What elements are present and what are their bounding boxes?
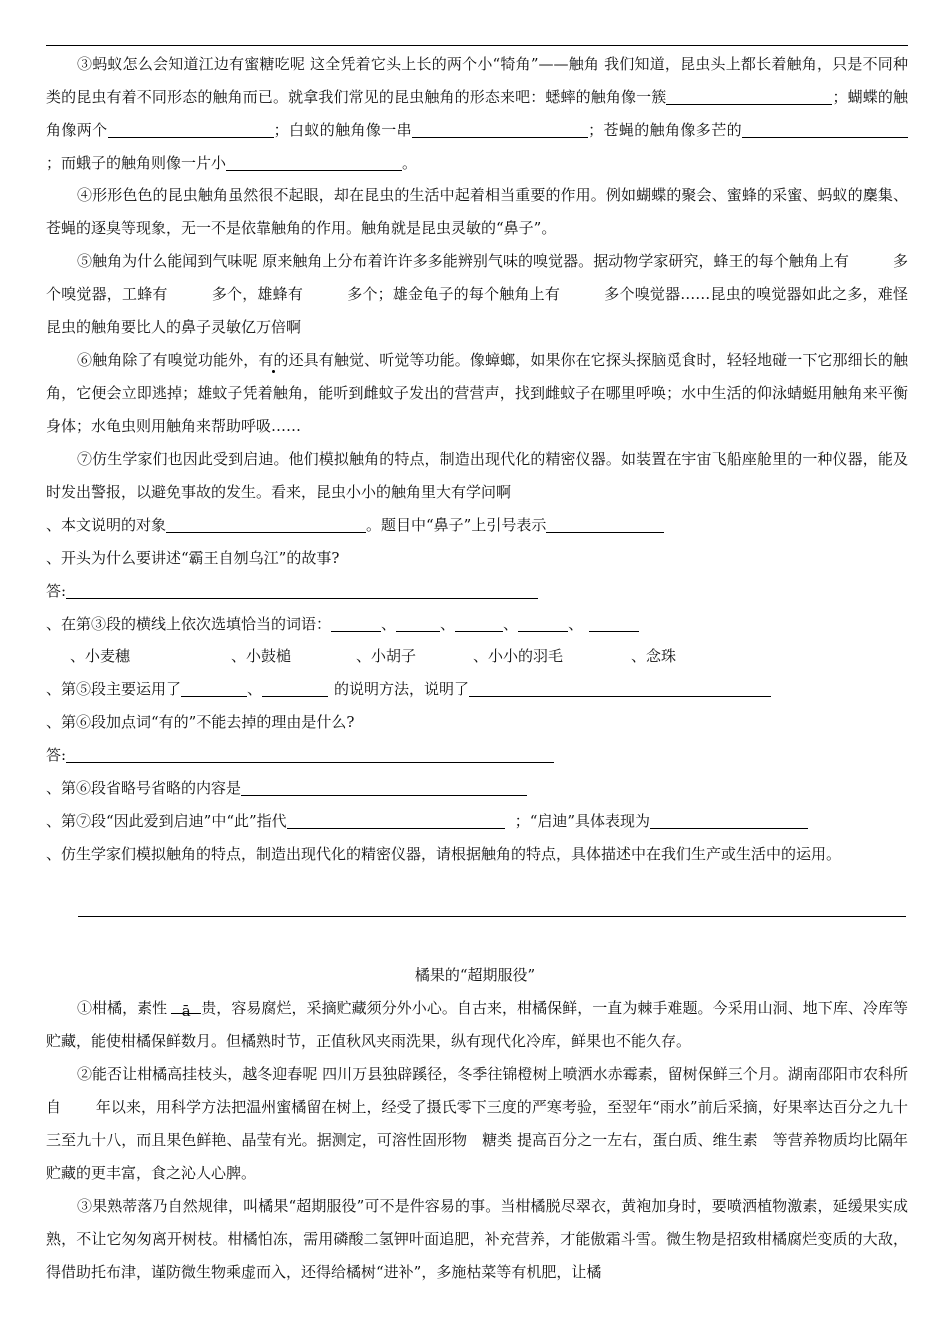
- question-6: [46, 772, 908, 805]
- answer-blank[interactable]: [546, 514, 664, 533]
- question-3: [46, 608, 908, 641]
- question-1-text-b: 。题目中“鼻子”上引号表示: [366, 516, 547, 534]
- option-c: 、小胡子: [356, 647, 417, 665]
- answer-line[interactable]: [66, 744, 554, 763]
- separator: 、: [568, 615, 584, 633]
- question-8: 、仿生学家们模拟触角的特点，制造出现代化的精密仪器，请根据触角的特点，具体描述中在我们生产或生活中的运用。: [46, 845, 842, 863]
- question-3-text: 、在第③段的横线上依次选填恰当的词语：: [46, 615, 332, 633]
- answer-line[interactable]: [66, 580, 538, 599]
- paragraph-5: [46, 245, 908, 344]
- answer-line[interactable]: [78, 916, 906, 917]
- separator: 、: [381, 615, 397, 633]
- paragraph-3-text-d: ；苍蝇的触角像多芒的: [588, 121, 742, 139]
- question-4-text-a: 、第⑤段主要运用了: [46, 680, 182, 698]
- answer-blank[interactable]: [650, 810, 808, 829]
- paragraph-7: ⑦仿生学家们也因此受到启迪。他们模拟触角的特点，制造出现代化的精密仪器。如装置在宇宙飞船座舱里的一种仪器，能及时发出警报，以避免事故的发生。看来，昆虫小小的触角里大有学问啊: [46, 450, 908, 501]
- separator: 、: [440, 615, 456, 633]
- answer-blank[interactable]: [331, 613, 381, 632]
- answer-blank[interactable]: [589, 613, 639, 632]
- answer-blank[interactable]: [518, 613, 568, 632]
- paragraph-5-text-b: 多个嗅觉器，工蜂有: [46, 252, 908, 303]
- paragraph-3-text-b: ；蝴蝶的触角像两个: [46, 88, 908, 139]
- fill-blank[interactable]: [226, 152, 402, 171]
- option-d: 、小小的羽毛: [473, 647, 564, 665]
- answer-blank[interactable]: [455, 613, 503, 632]
- question-1-text-a: 、本文说明的对象: [46, 516, 167, 534]
- fill-blank[interactable]: [412, 119, 588, 138]
- emphasis-word: 有的: [258, 351, 289, 369]
- answer-blank[interactable]: [262, 678, 328, 697]
- option-e: 、念珠: [631, 647, 677, 665]
- pinyin-blank[interactable]: ā: [171, 995, 201, 1014]
- paragraph-6-text-b: 还具有触觉、听觉等功能。像蟑螂，如果你在它探头探脑觅食时，轻轻地碰一下它那细长的触角，它便会立即逃掉；雄蚊子凭着触角，能听到雌蚊子发出的营营声，找到雌蚊子在哪里呼唤；水中生活的仰泳蜻蜓用触角来平衡身体；水龟虫则用触角来帮助呼吸……: [46, 351, 908, 435]
- article-paragraph-3: ③果熟蒂落乃自然规律，叫橘果“超期服役”可不是件容易的事。当柑橘脱尽翠衣，黄袍加身时，要喷洒植物激素，延缓果实成熟，不让它匆匆离开树枝。柑橘怕冻，需用磷酸二氢钾叶面追肥，补充营养，才能傲霜斗雪。微生物是招致柑橘腐烂变质的大敌，得借助托布津，谨防微生物乘虚而入，还得给橘树“进补”，多施枯菜等有机肥，让橘: [46, 1197, 908, 1281]
- paragraph-6: [46, 344, 908, 443]
- paragraph-5-text-c: 多个，雄蜂有: [211, 285, 304, 303]
- fill-blank[interactable]: [108, 119, 274, 138]
- fill-blank[interactable]: [666, 86, 832, 105]
- question-6-text: 、第⑥段省略号省略的内容是: [46, 779, 242, 797]
- question-7: [46, 805, 908, 838]
- answer-blank[interactable]: [166, 514, 366, 533]
- paragraph-3: [46, 48, 908, 180]
- question-4: [46, 673, 908, 706]
- article-paragraph-1-text-a: ①柑橘，素性: [77, 999, 168, 1017]
- question-2: 、开头为什么要讲述“霸王自刎乌江”的故事?: [46, 549, 340, 567]
- paragraph-3-text-e: ；而蛾子的触角则像一片小: [46, 154, 227, 172]
- paragraph-3-text-c: ；白蚁的触角像一串: [273, 121, 413, 139]
- paragraph-5-text-e: 多个嗅觉器……昆虫的嗅觉器如此之多，难怪昆虫的触角要比人的鼻子灵敏亿万倍啊: [46, 285, 908, 336]
- article-paragraph-1: [46, 992, 908, 1058]
- question-4-text-c: 的说明方法，说明了: [334, 680, 470, 698]
- fill-blank[interactable]: [742, 119, 908, 138]
- question-5: 、第⑥段加点词“有的”不能去掉的理由是什么?: [46, 713, 355, 731]
- answer-row-2: [46, 575, 908, 608]
- option-a: 、小麦穗: [70, 647, 131, 665]
- answer-blank[interactable]: [469, 678, 771, 697]
- question-4-text-b: 、: [247, 680, 263, 698]
- answer-blank[interactable]: [287, 810, 505, 829]
- question-7-text-b: ；“启迪”具体表现为: [514, 812, 651, 830]
- answer-blank[interactable]: [181, 678, 247, 697]
- top-rule: [46, 45, 908, 46]
- paragraph-5-text-d: 多个；雄金龟子的每个触角上有: [347, 285, 561, 303]
- answer-label: 答:: [46, 582, 67, 600]
- paragraph-3-text-a: ③蚂蚁怎么会知道江边有蜜糖吃呢 这全凭着它头上长的两个小“犄角”——触角 我们知道，昆虫头上都长着触角，只是不同种类的昆虫有着不同形态的触角而已。就拿我们常见的昆虫触角的形态来吧：蟋蟀的触角像一簇: [46, 55, 908, 106]
- article-paragraph-1-text-b: 贵，容易腐烂，采摘贮藏须分外小心。自古来，柑橘保鲜，一直为棘手难题。今采用山洞、地下库、冷库等贮藏，能使柑橘保鲜数月。但橘熟时节，正值秋风夹雨洗果，纵有现代化冷库，鲜果也不能久存。: [46, 999, 908, 1050]
- answer-row-5: [46, 739, 908, 772]
- article-paragraph-2: ②能否让柑橘高挂枝头，越冬迎春呢 四川万县独辟蹊径，冬季往锦橙树上喷洒水赤霉素，留树保鲜三个月。湖南邵阳市农科所自 年以来，用科学方法把温州蜜橘留在树上，经受了摄氏零下三度的严寒考验，至翌年“雨水”前后采摘，好果率达百分之九十三至九十八，而且果色鲜艳、晶莹有光。据测定，可溶性固形物 糖类 提高百分之一左右，蛋白质、维生素 等营养物质均比隔年贮藏的更丰富，食之沁人心脾。: [46, 1065, 908, 1182]
- paragraph-4: ④形形色色的昆虫触角虽然很不起眼，却在昆虫的生活中起着相当重要的作用。例如蝴蝶的聚会、蜜蜂的采蜜、蚂蚁的麇集、苍蝇的逐臭等现象，无一不是依靠触角的作用。触角就是昆虫灵敏的“鼻子”。: [46, 186, 908, 237]
- paragraph-3-text-f: 。: [402, 154, 418, 172]
- option-b: 、小鼓槌: [231, 647, 292, 665]
- separator: 、: [503, 615, 519, 633]
- question-1: [46, 509, 908, 542]
- answer-label: 答:: [46, 746, 67, 764]
- paragraph-6-text-a: ⑥触角除了有嗅觉功能外，: [77, 351, 259, 369]
- article-title: 橘果的“超期服役”: [414, 966, 536, 984]
- answer-blank[interactable]: [396, 613, 440, 632]
- paragraph-5-text-a: ⑤触角为什么能闻到气味呢 原来触角上分布着许许多多能辨别气味的嗅觉器。据动物学家研究，蜂王的每个触角上有: [77, 252, 849, 270]
- question-7-text-a: 、第⑦段“因此爱到启迪”中“此”指代: [46, 812, 287, 830]
- answer-blank[interactable]: [241, 777, 527, 796]
